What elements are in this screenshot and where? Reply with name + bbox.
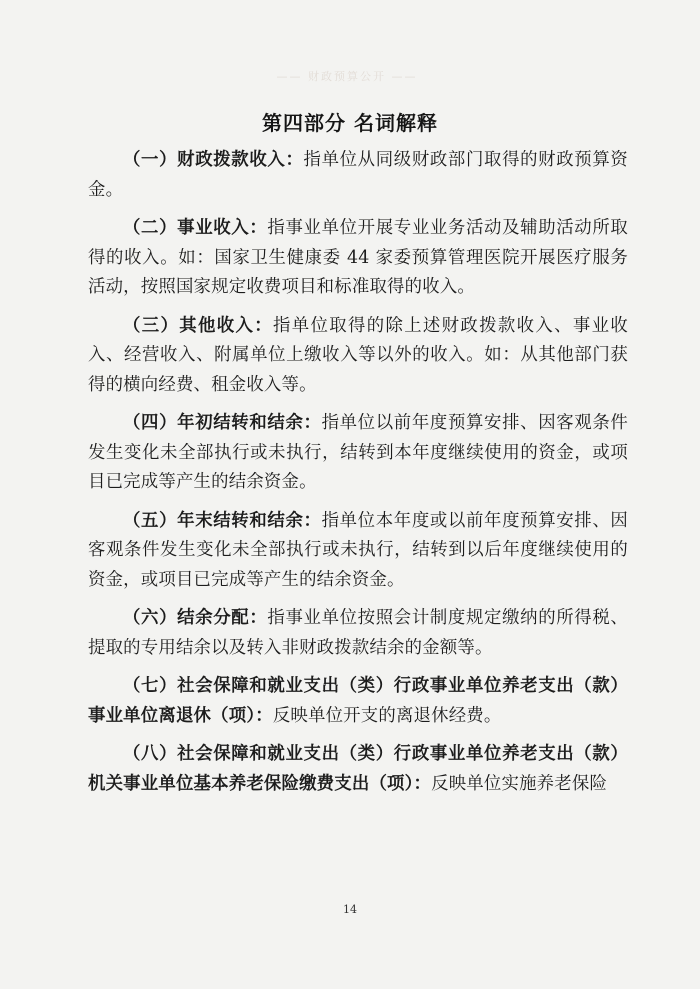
- page-number: 14: [343, 903, 357, 916]
- term-label: （二）事业收入：: [123, 218, 268, 238]
- paragraph-3: [88, 312, 628, 401]
- term-definition: 反映单位实施养老保险: [431, 773, 608, 794]
- term-definition: 指单位取得的除上述财政拨款收入、事业收入、经营收入、附属单位上缴收入等以外的收入。如：从其他部门获得的横向经费、租金收入等。: [88, 315, 628, 395]
- term-definition: 指事业单位开展专业业务活动及辅助活动所取得的收入。如：国家卫生健康委 44 家委预算管理医院开展医疗服务活动，按照国家规定收费项目和标准取得的收入。: [88, 218, 628, 297]
- paragraph-8: [88, 740, 628, 799]
- term-label: （三）其他收入：: [123, 315, 273, 336]
- term-label: （七）社会保障和就业支出（类）行政事业单位养老支出（款）事业单位离退休（项）：: [88, 676, 628, 726]
- paragraph-1: [88, 146, 628, 205]
- document-body: [88, 146, 628, 808]
- term-definition: 指单位从同级财政部门取得的财政预算资金。: [88, 150, 628, 200]
- term-definition: 指事业单位按照会计制度规定缴纳的所得税、提取的专用结余以及转入非财政拨款结余的金额等。: [88, 608, 628, 658]
- watermark: —— 财政预算公开 ——: [276, 70, 418, 83]
- term-label: （八）社会保障和就业支出（类）行政事业单位养老支出（款）机关事业单位基本养老保险缴费支出（项）：: [88, 744, 628, 794]
- paragraph-5: [88, 507, 628, 596]
- term-label: （六）结余分配：: [123, 608, 268, 628]
- term-definition: 指单位以前年度预算安排、因客观条件发生变化未全部执行或未执行，结转到本年度继续使用的资金，或项目已完成等产生的结余资金。: [88, 413, 629, 492]
- term-definition: 反映单位开支的离退休经费。: [272, 705, 502, 726]
- term-definition: 指单位本年度或以前年度预算安排、因客观条件发生变化未全部执行或未执行，结转到以后年度继续使用的资金，或项目已完成等产生的结余资金。: [88, 510, 629, 590]
- paragraph-4: [88, 409, 628, 498]
- paragraph-6: [88, 604, 628, 663]
- page-title: 第四部分 名词解释: [262, 111, 438, 135]
- paragraph-2: [88, 214, 628, 303]
- term-label: （四）年初结转和结余：: [123, 413, 322, 433]
- paragraph-7: [88, 672, 628, 731]
- term-label: （五）年末结转和结余：: [123, 510, 322, 531]
- term-label: （一）财政拨款收入：: [123, 150, 304, 170]
